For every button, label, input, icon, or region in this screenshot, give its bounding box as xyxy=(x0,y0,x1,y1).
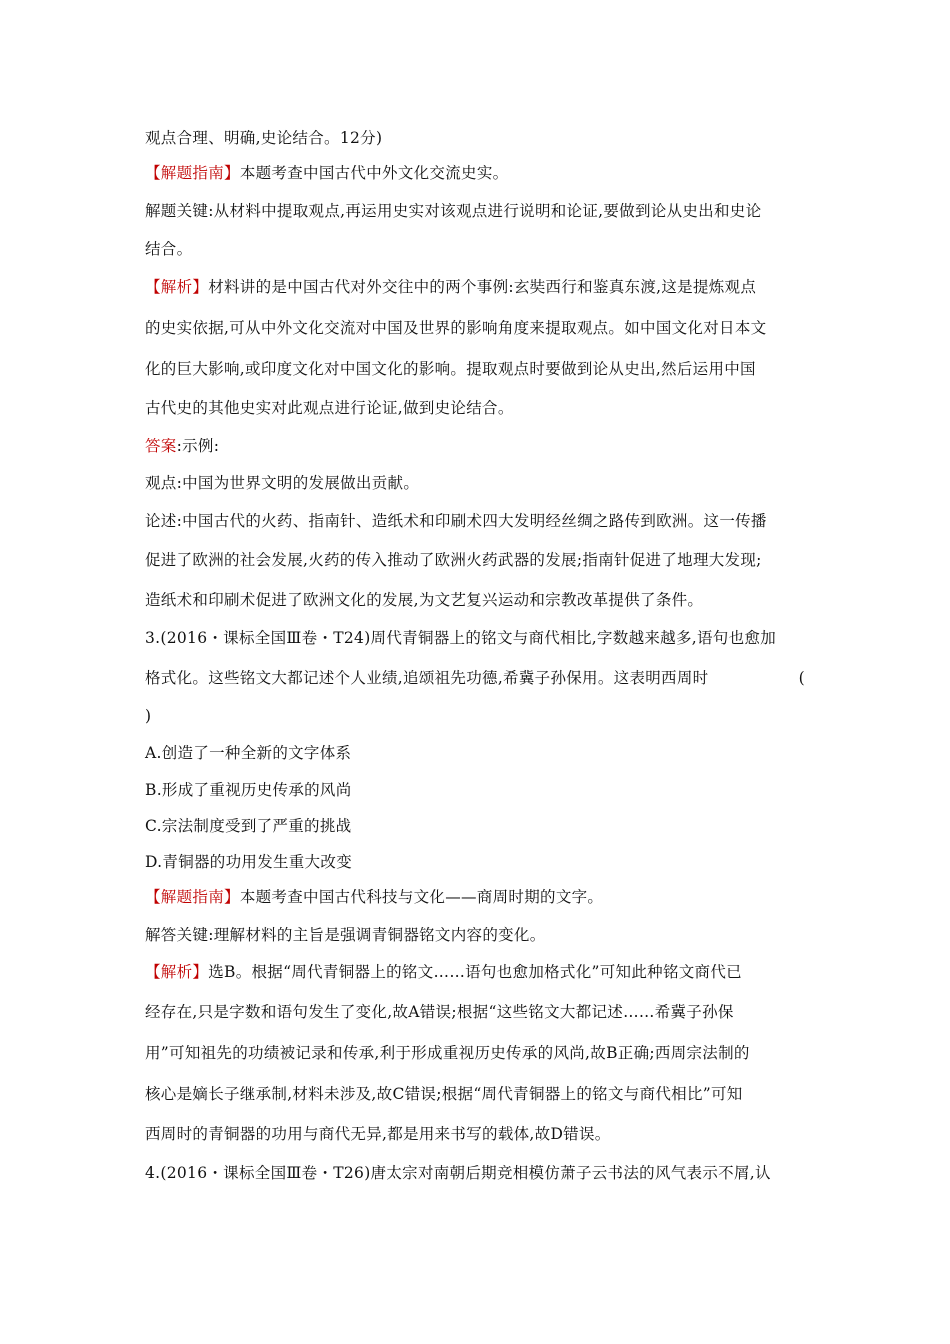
q3-stem-line xyxy=(145,628,776,648)
solution-guide-tag: 【解题指南】 xyxy=(145,888,240,906)
analysis-tag: 【解析】 xyxy=(145,278,209,296)
q2-argument-line-3 xyxy=(145,590,703,610)
line-text: 的史实依据,可从中外文化交流对中国及世界的影响角度来提取观点。如中国文化对日本文 xyxy=(145,319,767,337)
q3-guide-line xyxy=(145,887,603,907)
q2-analysis-line-4 xyxy=(145,398,514,418)
line-text: 材料讲的是中国古代对外交往中的两个事例:玄奘西行和鉴真东渡,这是提炼观点 xyxy=(208,278,757,296)
line-text: 核心是嫡长子继承制,材料未涉及,故C错误;根据“周代青铜器上的铭文与商代相比”可知 xyxy=(145,1085,743,1103)
q2-guide-line xyxy=(145,163,508,183)
option-text: B.形成了重视历史传承的风尚 xyxy=(145,781,352,799)
line-text: 造纸术和印刷术促进了欧洲文化的发展,为文艺复兴运动和宗教改革提供了条件。 xyxy=(145,591,704,609)
q3-key-line xyxy=(145,925,546,945)
q2-argument-line-2 xyxy=(145,550,762,570)
q2-key-line-cont xyxy=(145,239,192,259)
q3-stem-line-2 xyxy=(145,668,805,688)
q2-analysis-line xyxy=(145,277,756,297)
line-text: 经存在,只是字数和语句发生了变化,故A错误;根据“这些铭文大都记述……希冀子孙保 xyxy=(145,1003,734,1021)
line-text: 论述:中国古代的火药、指南针、造纸术和印刷术四大发明经丝绸之路传到欧洲。这一传播 xyxy=(145,512,767,530)
q2-analysis-line-2 xyxy=(145,318,766,338)
q3-option-c xyxy=(145,816,351,836)
line-text: ) xyxy=(145,707,152,725)
q3-analysis-line-5 xyxy=(145,1124,611,1144)
line-text: 西周时的青铜器的功用与商代无异,都是用来书写的载体,故D错误。 xyxy=(145,1125,611,1143)
q2-argument-line xyxy=(145,511,767,531)
q3-option-b xyxy=(145,780,352,800)
line-text: 用”可知祖先的功绩被记录和传承,利于形成重视历史传承的风尚,故B正确;西周宗法制的 xyxy=(145,1044,750,1062)
solution-guide-tag: 【解题指南】 xyxy=(145,164,240,182)
answer-tag: 答案 xyxy=(145,437,177,455)
q3-analysis-line-4 xyxy=(145,1084,743,1104)
q3-option-d xyxy=(145,852,352,872)
q3-stem-close-paren xyxy=(145,706,151,726)
line-text: 3.(2016・课标全国Ⅲ卷・T24)周代青铜器上的铭文与商代相比,字数越来越多,语句也愈加 xyxy=(145,629,776,647)
answer-blank-open-paren: ( xyxy=(798,669,805,687)
option-text: D.青铜器的功用发生重大改变 xyxy=(145,853,353,871)
line-text: 化的巨大影响,或印度文化对中国文化的影响。提取观点时要做到论从史出,然后运用中国 xyxy=(145,360,756,378)
q3-analysis-line-2 xyxy=(145,1002,734,1022)
q2-key-line xyxy=(145,201,761,221)
line-text: 促进了欧洲的社会发展,火药的传入推动了欧洲火药武器的发展;指南针促进了地理大发现; xyxy=(145,551,762,569)
line-text: 解题关键:从材料中提取观点,再运用史实对该观点进行说明和论证,要做到论从史出和史论 xyxy=(145,202,762,220)
q2-answer-line xyxy=(145,436,219,456)
q3-analysis-line xyxy=(145,962,742,982)
q3-analysis-line-3 xyxy=(145,1043,750,1063)
line-text: 格式化。这些铭文大都记述个人业绩,追颂祖先功德,希冀子孙保用。这表明西周时 xyxy=(145,669,709,687)
option-text: C.宗法制度受到了严重的挑战 xyxy=(145,817,352,835)
answer-criteria-line xyxy=(145,128,382,148)
line-text: 观点合理、明确,史论结合。12分) xyxy=(145,129,383,147)
analysis-tag: 【解析】 xyxy=(145,963,209,981)
line-text: 本题考查中国古代中外文化交流史实。 xyxy=(239,164,509,182)
line-text: 观点:中国为世界文明的发展做出贡献。 xyxy=(145,474,420,492)
q3-option-a xyxy=(145,743,351,763)
line-text: :示例: xyxy=(176,437,220,455)
line-text: 本题考查中国古代科技与文化——商周时期的文字。 xyxy=(239,888,604,906)
line-text: 结合。 xyxy=(145,240,193,258)
line-text: 选B。根据“周代青铜器上的铭文……语句也愈加格式化”可知此种铭文商代已 xyxy=(208,963,742,981)
q4-stem-line xyxy=(145,1163,771,1183)
line-text: 解答关键:理解材料的主旨是强调青铜器铭文内容的变化。 xyxy=(145,926,546,944)
q2-viewpoint-line xyxy=(145,473,419,493)
q2-analysis-line-3 xyxy=(145,359,756,379)
line-text: 4.(2016・课标全国Ⅲ卷・T26)唐太宗对南朝后期竞相模仿萧子云书法的风气表示不屑,认 xyxy=(145,1164,771,1182)
line-text: 古代史的其他史实对此观点进行论证,做到史论结合。 xyxy=(145,399,514,417)
option-text: A.创造了一种全新的文字体系 xyxy=(145,744,352,762)
